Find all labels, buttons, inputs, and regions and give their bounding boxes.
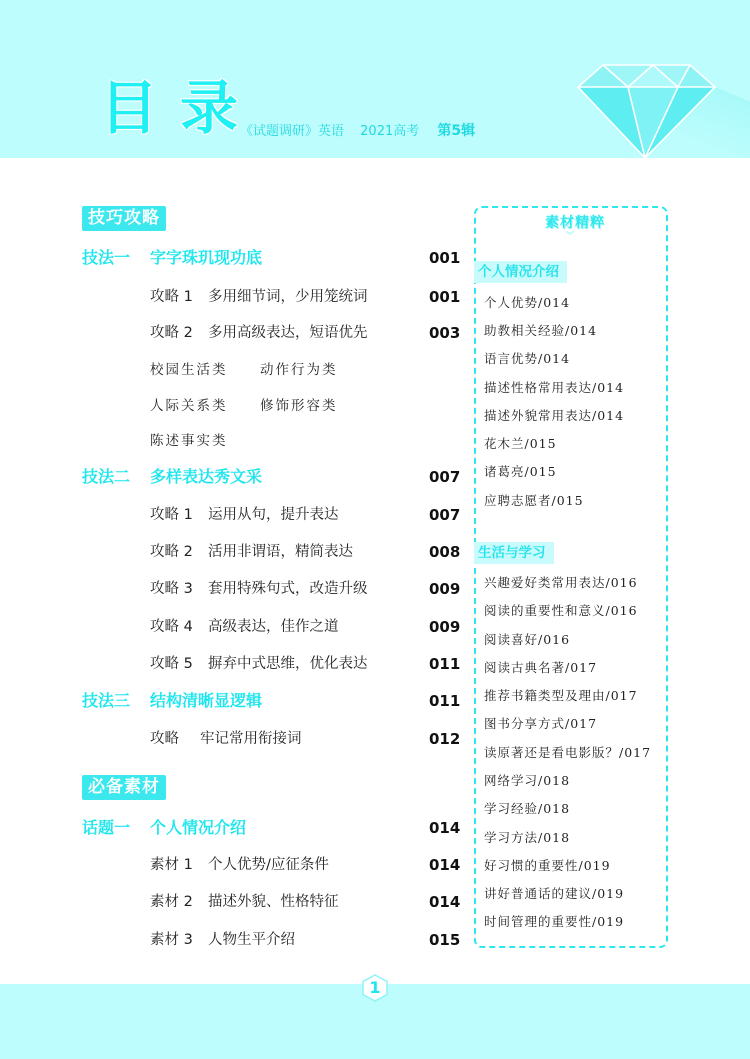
item-title: 高级表达，佳作之道 [208, 619, 339, 635]
sidebar-item[interactable]: 诸葛亮/015 [484, 464, 557, 479]
category-label: 校园生活类 [150, 362, 228, 378]
page-number: 007 [429, 468, 461, 486]
item-label: 攻略 2 [150, 544, 193, 560]
item-label: 攻略 1 [150, 507, 193, 523]
page-number: 012 [429, 730, 461, 748]
sidebar-item[interactable]: 描述性格常用表达/014 [484, 380, 625, 395]
sidebar-item[interactable]: 花木兰/015 [484, 436, 557, 451]
sidebar-item[interactable]: 应聘志愿者/015 [484, 493, 584, 508]
page-number: 001 [429, 288, 461, 306]
sidebar-item[interactable]: 语言优势/014 [484, 351, 571, 366]
sidebar-item[interactable]: 好习惯的重要性/019 [484, 858, 611, 873]
item-title: 多用细节词，少用笼统词 [208, 289, 368, 305]
item-label: 攻略 2 [150, 325, 193, 341]
category-label: 修饰形容类 [260, 398, 338, 414]
book-name: 《试题调研》英语 [240, 124, 345, 139]
item-label: 素材 3 [150, 932, 193, 948]
section-badge-skills: 技巧攻略 [82, 206, 166, 231]
sidebar-item[interactable]: 描述外貌常用表达/014 [484, 408, 625, 423]
item-title: 套用特殊句式，改造升级 [208, 581, 368, 597]
page-number: 009 [429, 618, 461, 636]
category-label: 人际关系类 [150, 398, 228, 414]
item-label: 攻略 3 [150, 581, 193, 597]
item-label: 素材 1 [150, 857, 193, 873]
publication-info [240, 120, 475, 140]
page-number: 001 [429, 249, 461, 267]
sidebar-item[interactable]: 阅读的重要性和意义/016 [484, 603, 638, 618]
chapter-title: 个人情况介绍 [150, 818, 247, 837]
page-number: 008 [429, 543, 461, 561]
chevron-down-icon: ︾ [566, 231, 574, 240]
item-title: 运用从句，提升表达 [208, 507, 339, 523]
category-label: 动作行为类 [260, 362, 338, 378]
toc-chapter[interactable] [0, 690, 470, 712]
sidebar-item[interactable]: 讲好普通话的建议/019 [484, 886, 625, 901]
toc-item[interactable] [0, 286, 470, 308]
item-label: 攻略 [150, 731, 179, 747]
toc-chapter[interactable] [0, 817, 470, 839]
item-label: 攻略 1 [150, 289, 193, 305]
toc-item[interactable] [0, 891, 470, 913]
page-number: 011 [429, 655, 461, 673]
sidebar-item[interactable]: 网络学习/018 [484, 773, 571, 788]
item-title: 多用高级表达，短语优先 [208, 325, 368, 341]
sidebar-item[interactable]: 阅读古典名著/017 [484, 660, 598, 675]
sidebar-item[interactable]: 学习方法/018 [484, 830, 571, 845]
toc-item[interactable] [0, 653, 470, 675]
item-title: 活用非谓语，精简表达 [208, 544, 353, 560]
item-label: 攻略 4 [150, 619, 193, 635]
chapter-number: 技法一 [82, 248, 131, 267]
chapter-number: 话题一 [82, 818, 131, 837]
item-title: 牢记常用衔接词 [200, 731, 302, 747]
category-label: 陈述事实类 [150, 433, 228, 449]
toc-item[interactable] [0, 854, 470, 876]
diamond-icon [570, 60, 720, 160]
toc-item[interactable] [0, 616, 470, 638]
page-number: 014 [429, 893, 461, 911]
chapter-number: 技法三 [82, 691, 131, 710]
page-number: 003 [429, 324, 461, 342]
toc-item[interactable] [0, 504, 470, 526]
toc-chapter[interactable] [0, 247, 470, 269]
page-number-badge: 1 [369, 978, 381, 997]
toc-item[interactable] [0, 322, 470, 344]
page-number: 009 [429, 580, 461, 598]
page-number: 011 [429, 692, 461, 710]
chapter-title: 字字珠玑现功底 [150, 248, 263, 267]
sidebar-category: 个人情况介绍 [474, 261, 567, 283]
page-number: 014 [429, 819, 461, 837]
sidebar-item[interactable]: 读原著还是看电影版？/017 [484, 745, 652, 760]
sidebar-item[interactable]: 推荐书籍类型及理由/017 [484, 688, 638, 703]
item-title: 人物生平介绍 [208, 932, 295, 948]
sidebar-item[interactable]: 图书分享方式/017 [484, 716, 598, 731]
item-title: 个人优势/应征条件 [208, 857, 329, 873]
toc-item[interactable] [0, 578, 470, 600]
toc-item[interactable] [0, 541, 470, 563]
sidebar-item[interactable]: 学习经验/018 [484, 801, 571, 816]
item-label: 攻略 5 [150, 656, 193, 672]
item-label: 素材 2 [150, 894, 193, 910]
exam-year: 2021高考 [360, 124, 420, 139]
sidebar-item[interactable]: 兴趣爱好类常用表达/016 [484, 575, 638, 590]
sidebar-title: 素材精粹 [545, 215, 605, 231]
section-badge-materials: 必备素材 [82, 775, 166, 800]
sidebar-item[interactable]: 助教相关经验/014 [484, 323, 598, 338]
issue-number: 第5辑 [437, 123, 476, 139]
page-number: 015 [429, 931, 461, 949]
page-number: 014 [429, 856, 461, 874]
toc-item[interactable] [0, 728, 470, 750]
sidebar-item[interactable]: 个人优势/014 [484, 295, 571, 310]
page-title: 目录 [100, 74, 261, 142]
chapter-title: 结构清晰显逻辑 [150, 691, 263, 710]
item-title: 摒弃中式思维，优化表达 [208, 656, 368, 672]
item-title: 描述外貌、性格特征 [208, 894, 339, 910]
chapter-number: 技法二 [82, 467, 131, 486]
sidebar-category: 生活与学习 [474, 542, 554, 564]
sidebar-item[interactable]: 阅读喜好/016 [484, 632, 571, 647]
chapter-title: 多样表达秀文采 [150, 467, 263, 486]
sidebar-item[interactable]: 时间管理的重要性/019 [484, 914, 625, 929]
toc-item[interactable] [0, 929, 470, 951]
toc-chapter[interactable] [0, 466, 470, 488]
page-number: 007 [429, 506, 461, 524]
